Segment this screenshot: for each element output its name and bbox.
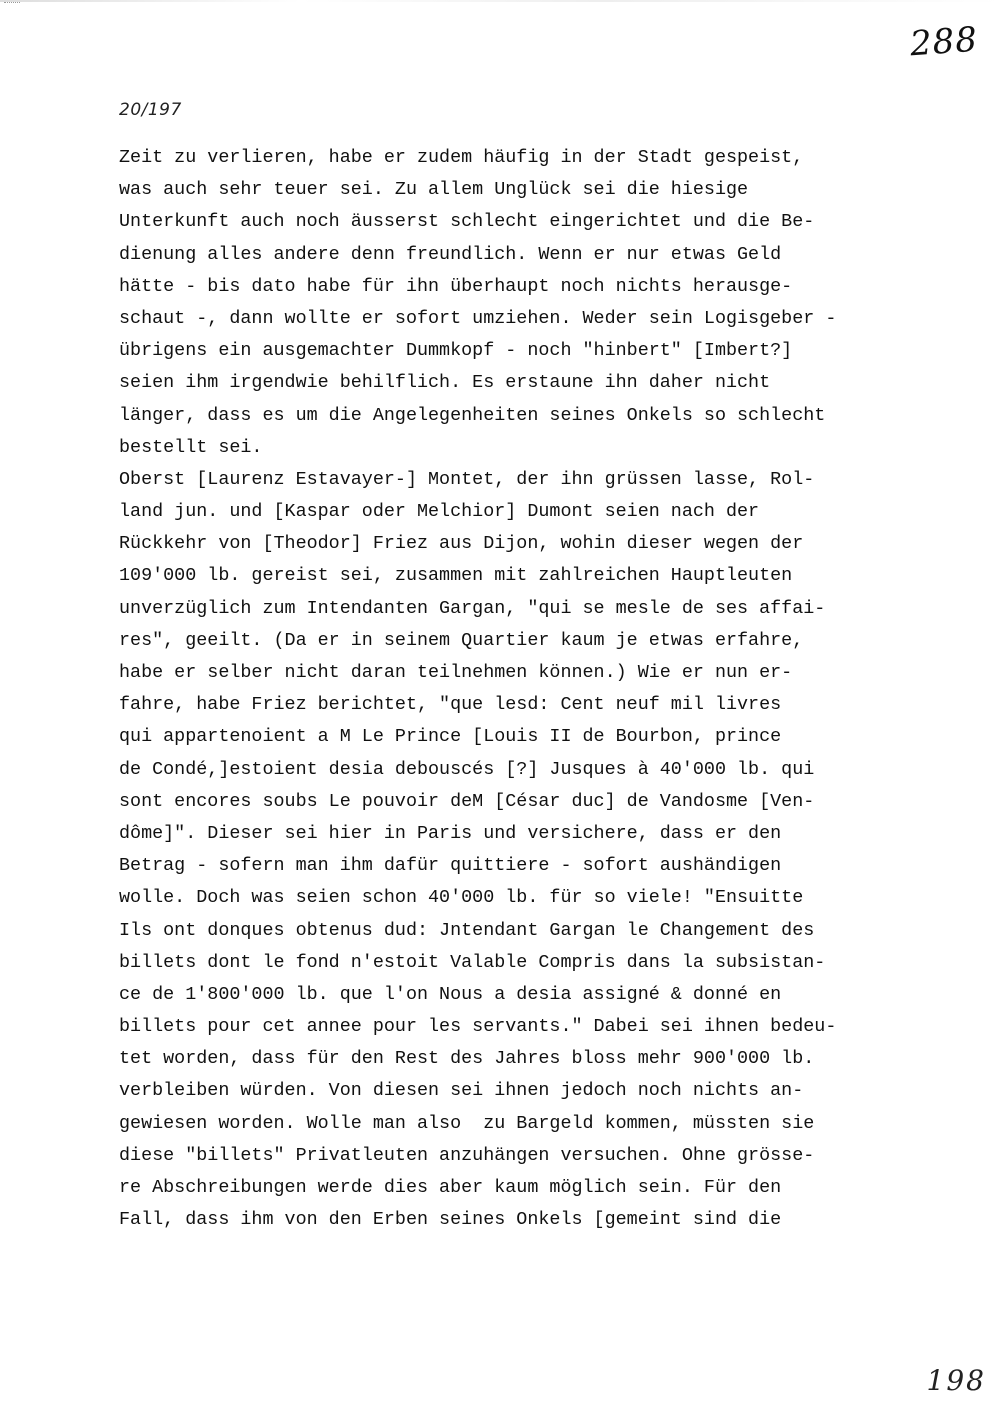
text-line: land jun. und [Kaspar oder Melchior] Dumont seien nach der	[119, 501, 760, 523]
text-line: fahre, habe Friez berichtet, "que lesd: Cent neuf mil livres	[119, 694, 782, 716]
text-line: qui appartenoient a M Le Prince [Louis II de Bourbon, prince	[119, 726, 782, 748]
body-text	[119, 142, 909, 1236]
text-line: re Abschreibungen werde dies aber kaum möglich sein. Für den	[119, 1177, 782, 1198]
text-line: Ils ont donques obtenus dud: Jntendant Gargan le Changement des	[119, 919, 815, 941]
text-line: seien ihm irgendwie behilflich. Es erstaune ihn daher nicht	[119, 372, 771, 394]
text-line: diese "billets" Privatleuten anzuhängen versuchen. Ohne grösse-	[119, 1144, 815, 1166]
text-line: schaut -, dann wollte er sofort umziehen. Weder sein Logisgeber -	[119, 307, 837, 329]
text-line: übrigens ein ausgemachter Dummkopf - noch "hinbert" [Imbert?]	[119, 340, 793, 362]
text-line: 109'000 lb. gereist sei, zusammen mit zahlreichen Hauptleuten	[119, 565, 793, 587]
text-line: dienung alles andere denn freundlich. Wenn er nur etwas Geld	[119, 243, 782, 265]
archive-page-number: 198	[926, 1364, 986, 1397]
text-line: Zeit zu verlieren, habe er zudem häufig in der Stadt gespeist,	[119, 147, 804, 168]
text-line: Rückkehr von [Theodor] Friez aus Dijon, wohin dieser wegen der	[119, 533, 804, 555]
text-line: res", geeilt. (Da er in seinem Quartier kaum je etwas erfahre,	[119, 629, 804, 651]
corner-mark	[4, 2, 20, 9]
text-line: länger, dass es um die Angelegenheiten seines Onkels so schlecht	[119, 404, 826, 426]
text-line: Unterkunft auch noch äusserst schlecht eingerichtet und die Be-	[119, 211, 815, 233]
text-line: bestellt sei.	[119, 436, 263, 458]
folio-number: 288	[908, 19, 980, 65]
page-top-edge	[0, 0, 1000, 2]
text-line: de Condé,]estoient desia debouscés [?] Jusques à 40'000 lb. qui	[119, 758, 815, 780]
text-line: dôme]". Dieser sei hier in Paris und versichere, dass er den	[119, 822, 782, 844]
text-line: tet worden, dass für den Rest des Jahres bloss mehr 900'000 lb.	[119, 1048, 815, 1070]
text-line: ce de 1'800'000 lb. que l'on Nous a desia assigné & donné en	[119, 983, 782, 1005]
text-line: habe er selber nicht daran teilnehmen können.) Wie er nun er-	[119, 662, 793, 683]
text-line: hätte - bis dato habe für ihn überhaupt noch nichts herausge-	[119, 275, 793, 297]
text-line: gewiesen worden. Wolle man also zu Bargeld kommen, müssten sie	[119, 1112, 815, 1134]
text-line: billets pour cet annee pour les servants." Dabei sei ihnen bedeu-	[119, 1016, 837, 1038]
text-line: billets dont le fond n'estoit Valable Compris dans la subsistan-	[119, 951, 826, 973]
text-line: Oberst [Laurenz Estavayer-] Montet, der ihn grüssen lasse, Rol-	[119, 468, 815, 490]
text-line: Betrag - sofern man ihm dafür quittiere - sofort aushändigen	[119, 855, 782, 877]
text-line: wolle. Doch was seien schon 40'000 lb. für so viele! "Ensuitte	[119, 887, 804, 909]
text-line: Fall, dass ihm von den Erben seines Onkels [gemeint sind die	[119, 1209, 782, 1231]
text-line: unverzüglich zum Intendanten Gargan, "qui se mesle de ses affai-	[119, 597, 826, 619]
text-line: verbleiben würden. Von diesen sei ihnen jedoch noch nichts an-	[119, 1080, 804, 1102]
text-line: was auch sehr teuer sei. Zu allem Unglück sei die hiesige	[119, 179, 749, 201]
text-line: sont encores soubs Le pouvoir deM [César duc] de Vandosme [Ven-	[119, 790, 815, 812]
page-reference: 20/197	[119, 100, 182, 120]
